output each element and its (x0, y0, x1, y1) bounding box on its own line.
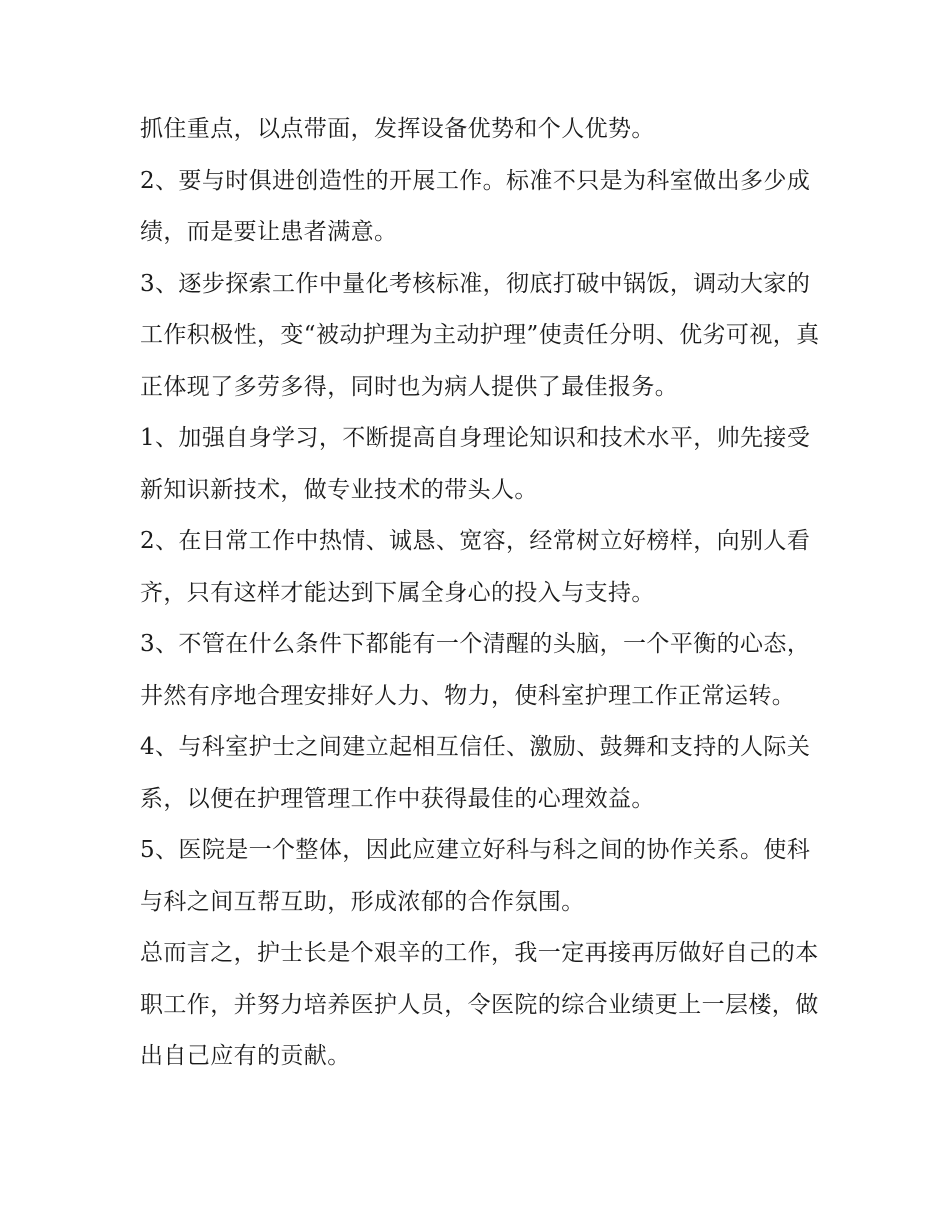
paragraph-conclusion: 总而言之，护士长是个艰辛的工作，我一定再接再厉做好自己的本职工作，并努力培养医护人员，令医院的综合业绩更上一层楼，做出自己应有的贡献。 (140, 940, 819, 1069)
paragraph-item-3-clear-mind: 3、不管在什么条件下都能有一个清醒的头脑，一个平衡的心态，井然有序地合理安排好人力、物力，使科室护理工作正常运转。 (140, 631, 811, 709)
paragraph-item-4-relationships: 4、与科室护士之间建立起相互信任、激励、鼓舞和支持的人际关系，以便在护理管理工作中获得最佳的心理效益。 (140, 734, 811, 812)
paragraph-item-2-innovation: 2、要与时俱进创造性的开展工作。标准不只是为科室做出多少成绩，而是要让患者满意。 (140, 167, 811, 245)
document-body (140, 104, 820, 1083)
paragraph-item-5-cooperation: 5、医院是一个整体，因此应建立好科与科之间的协作关系。使科与科之间互帮互助，形成浓郁的合作氛围。 (140, 837, 811, 915)
paragraph-item-2-role-model: 2、在日常工作中热情、诚恳、宽容，经常树立好榜样，向别人看齐，只有这样才能达到下属全身心的投入与支持。 (140, 528, 811, 606)
paragraph-emphasis-focus: 抓住重点，以点带面，发挥设备优势和个人优势。 (140, 116, 655, 142)
paragraph-item-1-self-study: 1、加强自身学习，不断提高自身理论知识和技术水平，帅先接受新知识新技术，做专业技术的带头人。 (140, 425, 811, 503)
paragraph-item-3-assessment: 3、逐步探索工作中量化考核标准，彻底打破中锅饭，调动大家的工作积极性，变“被动护理为主动护理”使责任分明、优劣可视，真正体现了多劳多得，同时也为病人提供了最佳报务。 (140, 270, 820, 400)
